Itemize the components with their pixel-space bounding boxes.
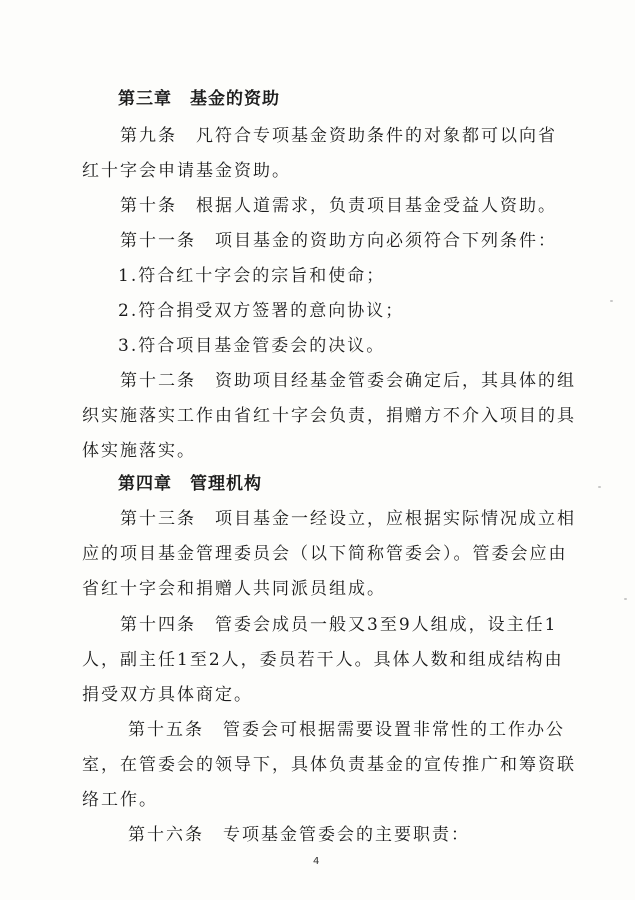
article-9-line-2: 红十字会申请基金资助。: [82, 161, 291, 181]
article-13-line-3: 省红十字会和捐赠人共同派员组成。: [82, 579, 386, 599]
page-number: 4: [313, 856, 320, 867]
article-9-line-1: 第九条 凡符合专项基金资助条件的对象都可以向省: [120, 126, 557, 146]
scan-speck: [598, 486, 601, 488]
article-12-line-3: 体实施落实。: [82, 441, 196, 461]
chapter-4-heading: 第四章 管理机构: [118, 474, 262, 494]
article-13-line-2: 应的项目基金管理委员会（以下简称管委会）。管委会应由: [82, 544, 568, 564]
article-12-line-2: 织实施落实工作由省红十字会负责，捐赠方不介入项目的具: [82, 406, 576, 426]
chapter-3-heading: 第三章 基金的资助: [118, 89, 280, 109]
article-15-line-2: 室，在管委会的领导下，具体负责基金的宣传推广和筹资联: [82, 755, 576, 775]
article-16: 第十六条 专项基金管委会的主要职责：: [128, 825, 470, 845]
article-14-line-2: 人，副主任1至2人，委员若干人。具体人数和组成结构由: [82, 650, 564, 670]
article-14-line-1: 第十四条 管委会成员一般又3至9人组成，设主任1: [120, 615, 558, 635]
scan-speck: [624, 598, 627, 600]
condition-item-1: 1.符合红十字会的宗旨和使命；: [118, 266, 386, 286]
article-14-line-3: 捐受双方具体商定。: [82, 685, 253, 705]
article-15-line-1: 第十五条 管委会可根据需要设置非常性的工作办公: [128, 720, 565, 740]
scan-speck: [610, 300, 613, 302]
article-11: 第十一条 项目基金的资助方向必须符合下列条件：: [120, 231, 557, 251]
article-10: 第十条 根据人道需求，负责项目基金受益人资助。: [120, 196, 557, 216]
article-12-line-1: 第十二条 资助项目经基金管委会确定后，其具体的组: [120, 371, 576, 391]
article-15-line-3: 络工作。: [82, 790, 158, 810]
article-13-line-1: 第十三条 项目基金一经设立，应根据实际情况成立相: [120, 509, 576, 529]
condition-item-3: 3.符合项目基金管委会的决议。: [118, 336, 386, 356]
condition-item-2: 2.符合捐受双方签署的意向协议；: [118, 301, 405, 321]
